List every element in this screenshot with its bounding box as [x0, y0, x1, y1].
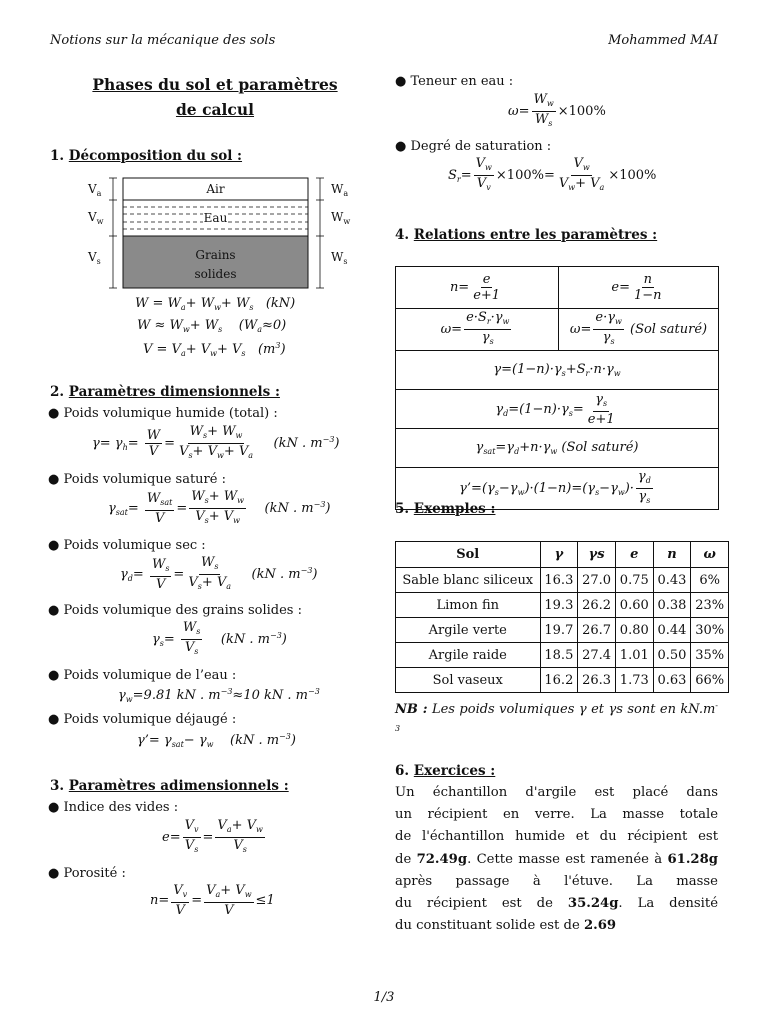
label-va: $V_a$: [88, 182, 102, 198]
rel-gp: $\gamma’=(\gamma_s-\gamma_w)\cdot(1-n)=(\gamma_s-\gamma_w)\cdot$ $\frac{\gamma_d}{\gamma_s}$: [396, 468, 719, 510]
label-vw: $V_w$: [88, 210, 104, 226]
rel-gamma: $\gamma=(1-n)\cdot\gamma_s+S_r\cdot n\cdot\gamma_w$: [396, 351, 719, 390]
eq-sr: $S_r=$ $\frac{V_w}{V_v}$ ×100%= $\frac{V_w}{V_w+ V_a}$ ×100%: [448, 156, 657, 192]
rel-gd: $\gamma_d=(1-n)\cdot\gamma_s=$ $\frac{\gamma_s}{e+1}$: [396, 390, 719, 429]
rel-n: n= $\frac{e}{e+1}$: [396, 267, 559, 309]
eq-e: e= $\frac{V_v}{V_s}$ = $\frac{V_a+ V_w}{V_s}$: [162, 818, 263, 854]
col-header-gamma: γ: [540, 542, 578, 568]
bullet-gsat: ● Poids volumique saturé :: [48, 472, 226, 487]
table-row: Argile verte 19.7 26.7 0.80 0.44 30%: [396, 618, 729, 643]
header-left: Notions sur la mécanique des sols: [50, 33, 276, 48]
label-vs: $V_s$: [88, 250, 101, 266]
col-header-n: n: [653, 542, 691, 568]
section-4-heading: 4. Relations entre les paramètres :: [395, 227, 658, 243]
eau-label: Eau: [203, 211, 228, 225]
label-wa: $W_a$: [331, 182, 349, 198]
bullet-gd: ● Poids volumique sec :: [48, 538, 206, 553]
bullet-e: ● Indice des vides :: [48, 800, 179, 815]
col-header-e: e: [615, 542, 653, 568]
section-5-heading: 5. Exemples :: [395, 501, 496, 517]
table-row: Argile raide 18.5 27.4 1.01 0.50 35%: [396, 643, 729, 668]
section-2-heading: 2. Paramètres dimensionnels :: [50, 384, 280, 400]
rel-e: e= $\frac{n}{1-n}$: [559, 267, 719, 309]
eq-gw: $\gamma_w=9.81$ kN . $m^{-3}\approx 10$ kN . $m^{-3}$: [118, 687, 320, 704]
bullet-gw: ● Poids volumique de l’eau :: [48, 668, 237, 683]
eq-total-weight: $W = W_a+ W_w+ W_s$ (kN): [135, 296, 296, 312]
eq-gamma: $\gamma= \gamma_h=$ $\frac{W}{V}$ = $\frac{W_s+ W_w}{V_s+ V_w+ V_a}$ (kN . $m^{-3}$): [92, 424, 340, 460]
section-3-heading: 3. Paramètres adimensionnels :: [50, 778, 289, 794]
eq-weight-approx: $W \approx W_w+ W_s$ $(W_a\approx 0)$: [137, 318, 287, 334]
col-header-gs: γs: [578, 542, 616, 568]
section-6-heading: 6. Exercices :: [395, 763, 496, 779]
label-ws: $W_s$: [331, 250, 348, 266]
rel-w: ω= $\frac{e\cdot S_r\cdot\gamma_w}{\gamma_s}$: [396, 309, 559, 351]
nb-note: NB : Les poids volumiques γ et γs sont en $kN.m^{-3}$: [395, 701, 718, 733]
header-right: Mohammed MAI: [608, 33, 718, 48]
examples-table: [395, 541, 729, 693]
bullet-gamma: ● Poids volumique humide (total) :: [48, 406, 278, 421]
table-row: Sol vaseux 16.2 26.3 1.73 0.63 66%: [396, 668, 729, 693]
bullet-gs: ● Poids volumique des grains solides :: [48, 603, 302, 618]
label-ww: $W_w$: [331, 210, 351, 226]
bullet-gp: ● Poids volumique déjaugé :: [48, 712, 237, 727]
eq-total-volume: $V = V_a+ V_w+ V_s$ $(m^3)$: [143, 341, 286, 358]
relations-table: [395, 266, 719, 510]
eq-gp: γ’= $\gamma_{sat}- \gamma_w$ (kN . $m^{-3}$): [137, 732, 296, 749]
grains-label: Grains solides: [194, 248, 237, 281]
eq-w: ω= $\frac{W_w}{W_s}$ ×100%: [508, 92, 606, 128]
bullet-sr: ● Degré de saturation :: [395, 139, 552, 154]
rel-gsat: $\gamma_{sat}=\gamma_d+n\cdot\gamma_w$ (Sol saturé): [396, 429, 719, 468]
page-title: Phases du sol et paramètres de calcul: [92, 75, 338, 119]
exercise-text: Un échantillon d'argile est placé dans un récipient en verre. La masse totale de l'échantillon humide et du récipient est de 72.49g. Cette masse est ramenée à 61.28g après passage à l'étuve. La masse du récipient est de 35.24g. La densité du constituant solide est de 2.69: [395, 785, 718, 934]
eq-gs: $\gamma_s=$ $\frac{W_s}{V_s}$ (kN . $m^{-3}$): [152, 620, 287, 656]
air-label: Air: [206, 182, 225, 196]
col-header-sol: Sol: [396, 542, 541, 568]
rel-w-sat: ω= $\frac{e\cdot\gamma_w}{\gamma_s}$ (Sol saturé): [559, 309, 719, 351]
table-row: Sable blanc siliceux 16.3 27.0 0.75 0.43 6%: [396, 568, 729, 593]
col-header-w: ω: [691, 542, 729, 568]
soil-phase-diagram: [80, 176, 370, 291]
eq-n: n= $\frac{V_v}{V}$ = $\frac{V_a+ V_w}{V}$ ≤1: [150, 883, 275, 918]
bullet-w: ● Teneur en eau :: [395, 74, 514, 89]
bullet-n: ● Porosité :: [48, 866, 126, 881]
section-1-heading: 1. Décomposition du sol :: [50, 148, 243, 164]
table-row: Limon fin 19.3 26.2 0.60 0.38 23%: [396, 593, 729, 618]
eq-gsat: $\gamma_{sat}=$ $\frac{W_{sat}}{V}$ = $\frac{W_s+ W_w}{V_s+ V_w}$ (kN . $m^{-3}$): [108, 489, 331, 526]
eq-gd: $\gamma_d=$ $\frac{W_s}{V}$ = $\frac{W_s}{V_s+ V_a}$ (kN . $m^{-3}$): [120, 555, 318, 592]
page-number: 1/3: [373, 990, 395, 1005]
